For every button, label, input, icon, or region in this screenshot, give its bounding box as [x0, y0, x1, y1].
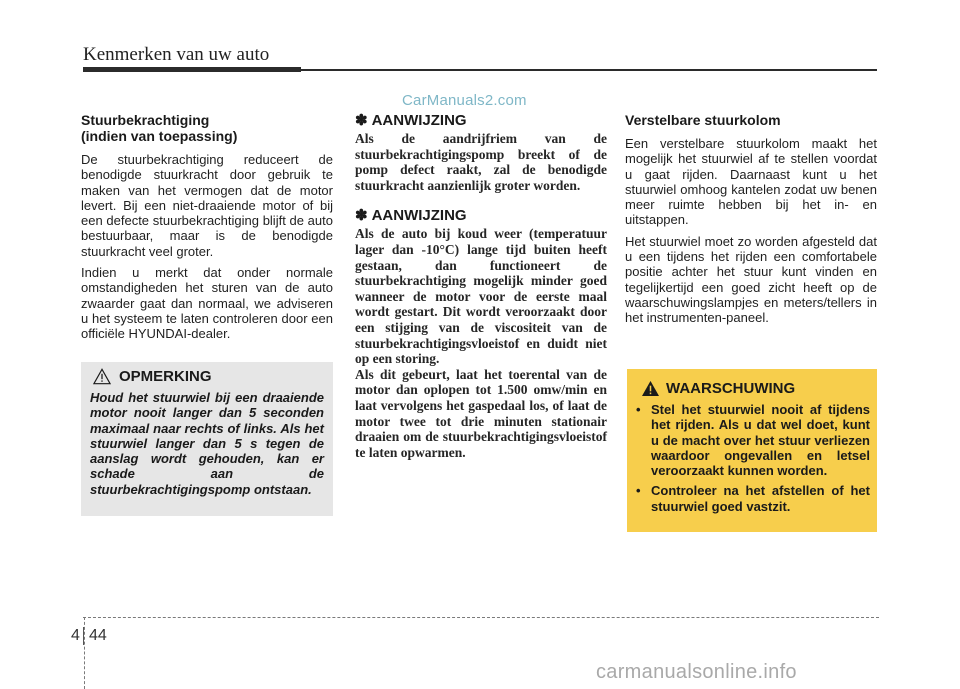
- note-title-1: [355, 112, 607, 129]
- bullet-icon: •: [636, 483, 641, 499]
- header-title: Kenmerken van uw auto: [83, 44, 270, 65]
- watermark-top[interactable]: CarManuals2.com: [402, 92, 527, 109]
- note-title-2: [355, 207, 607, 224]
- page-number: 44: [89, 627, 107, 644]
- caution-triangle-icon: [93, 368, 111, 385]
- warning-box: [627, 369, 877, 532]
- page-number-separator: [83, 627, 84, 645]
- header-rule-thick: [83, 67, 301, 72]
- warning-list: [636, 402, 870, 519]
- section-heading-power-steering: [81, 112, 333, 144]
- column-middle: [355, 112, 607, 460]
- notice-text: Houd het stuurwiel bij een draaiende motor nooit langer dan 5 seconden maximaal naar rechts of links. Als het stuurwiel langer dan 5 s tegen de aanslag wordt gehouden, kan er schade aan de stuurbekrachtigingspomp ontstaan.: [90, 390, 324, 497]
- notice-header: [93, 368, 212, 385]
- column-right: [625, 112, 877, 332]
- note-text-2b: Als dit gebeurt, laat het toerental van de motor dan oplopen tot 1.500 omw/min en laat vervolgens het gaspedaal los, of laat de motor twee tot drie minuten stationair draaien om de stuurbekrachtigingsvloeistof te laten opwarmen.: [355, 366, 607, 460]
- star-icon: ✽: [355, 112, 368, 129]
- watermark-bottom[interactable]: carmanualsonline.info: [596, 661, 797, 683]
- header-rule-thin: [301, 69, 877, 71]
- warning-triangle-icon: [641, 380, 660, 397]
- adjustable-column-paragraph-2: Het stuurwiel moet zo worden afgesteld dat u een tijdens het rijden een comfortabele positie achter het stuur kunt vinden en tegelijkertijd een goed zicht heeft op de waarschuwingslampjes en meters/tellers in het instrumenten-paneel.: [625, 233, 877, 326]
- warning-item-text: Stel het stuurwiel nooit af tijdens het rijden. Als u dat wel doet, kunt u de macht over het stuur verliezen waardoor ongevallen en letsel veroorzaakt kunnen worden.: [651, 402, 870, 479]
- power-steering-paragraph-2: Indien u merkt dat onder normale omstandigheden het sturen van de auto zwaarder gaat dan normaal, we adviseren u het systeem te laten controleren door een officiële HYUNDAI-dealer.: [81, 265, 333, 342]
- section-heading-adjustable-column: Verstelbare stuurkolom: [625, 112, 781, 128]
- star-icon: ✽: [355, 207, 368, 225]
- adjustable-column-paragraph-1: Een verstelbare stuurkolom maakt het mogelijk het stuurwiel af te stellen voordat u gaat rijden. Daarnaast kunt u het stuurwiel omhoog kantelen zodat uw benen meer ruimte hebben bij het in- en uitstappen.: [625, 136, 877, 228]
- note-label-2: AANWIJZING: [371, 207, 467, 225]
- footer-vertical-rule: [84, 617, 85, 689]
- heading-line-1: Stuurbekrachtiging: [81, 112, 210, 128]
- chapter-number: 4: [71, 627, 80, 644]
- note-text-2a: Als de auto bij koud weer (temperatuur lager dan -10°C) lange tijd buiten heeft gestaan, dan functioneert de stuurbekrachtiging mogelijk minder goed wanneer de motor voor de eerste maal wordt gestart. Dit wordt veroorzaakt door een stijging van de viscositeit van de stuurbekrachtigingsvloeistof en duidt niet op een storing.: [355, 226, 607, 367]
- notice-label: OPMERKING: [119, 368, 212, 385]
- column-left: [81, 112, 333, 348]
- power-steering-paragraph-1: De stuurbekrachtiging reduceert de benodigde stuurkracht door gebruik te maken van het vermogen dat de motor levert. Bij een niet-draaiende motor of bij een defecte stuurbekrachtiging blijft de auto bestuurbaar, maar is de benodigde stuurkracht veel groter.: [81, 152, 333, 259]
- warning-item: [636, 402, 870, 478]
- warning-header: [641, 380, 795, 397]
- note-text-1: Als de aandrijfriem van de stuurbekrachtigingspomp breekt of de pomp defect raakt, zal de benodigde stuurkracht aanzienlijk groter worden.: [355, 131, 607, 193]
- notice-box: [81, 362, 333, 516]
- bullet-icon: •: [636, 402, 641, 417]
- warning-item: [636, 483, 870, 514]
- heading-line-2: (indien van toepassing): [81, 128, 238, 144]
- warning-item-text: Controleer na het afstellen of het stuurwiel goed vastzit.: [651, 483, 870, 514]
- note-label-1: AANWIJZING: [371, 112, 467, 129]
- warning-label: WAARSCHUWING: [666, 380, 796, 397]
- footer-rule: [83, 617, 879, 618]
